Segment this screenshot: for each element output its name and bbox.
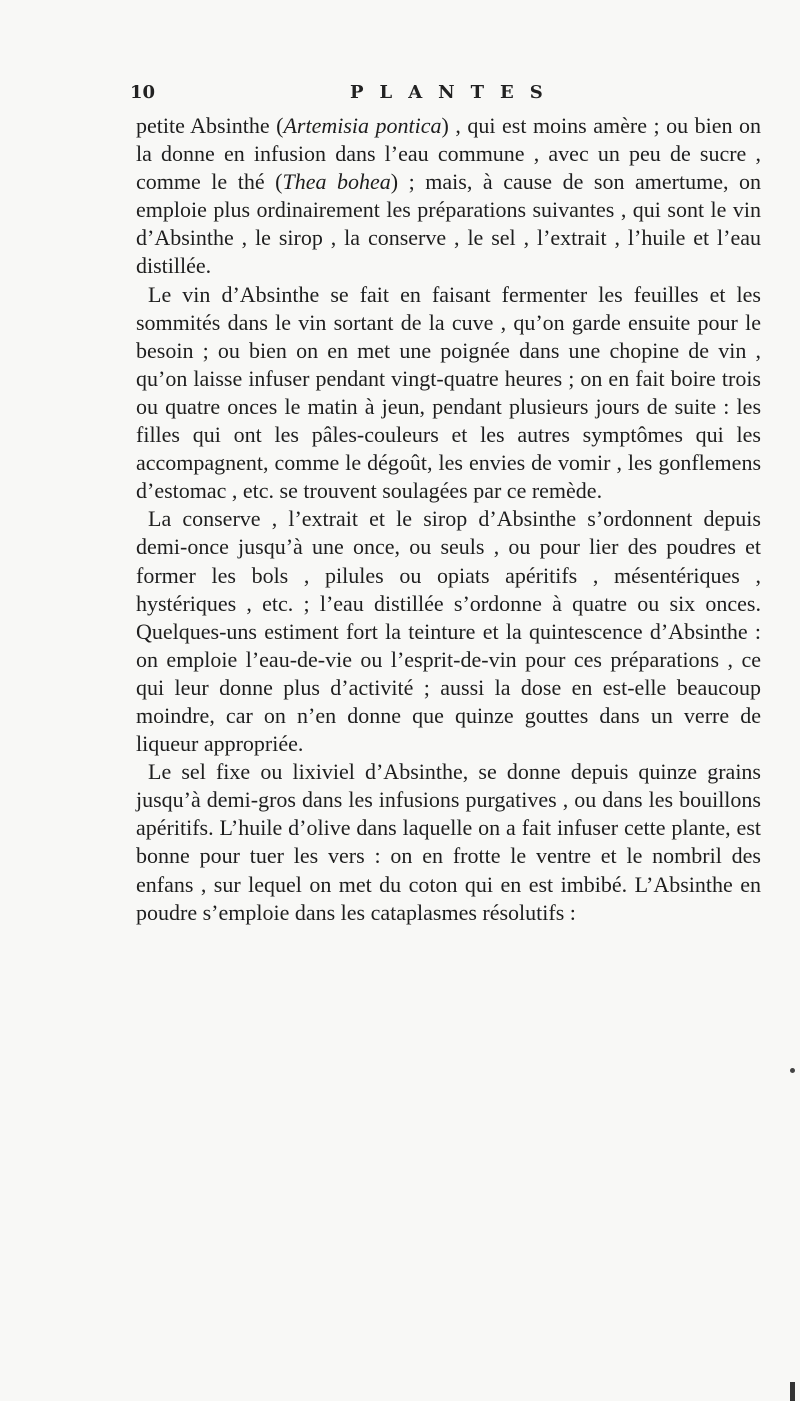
body-text: [136, 112, 761, 927]
paragraph-1: [136, 112, 761, 281]
page-edge-mark: [790, 1382, 795, 1401]
margin-dot: [790, 1068, 795, 1073]
running-head: [130, 82, 770, 106]
paragraph-1-part-b: ) , qui est moins amère ; ou bien on la donne en infusion dans l’eau commune , avec un peu de sucre , comme le thé (: [136, 113, 762, 195]
page-number: 10: [130, 82, 156, 103]
paragraph-4: Le sel fixe ou lixiviel d’Absinthe, se donne depuis quinze grains jusqu’à demi-gros dans les infusions purgatives , ou dans les bouillons apéritifs. L’huile d’olive dans laquelle on a fait infuser cette plante, est bonne pour tuer les vers : on en frotte le ventre et le nombril des enfans , sur lequel on met du coton qui en est imbibé. L’Absinthe en poudre s’emploie dans les cataplasmes résolutifs :: [136, 759, 761, 925]
paragraph-2: Le vin d’Absinthe se fait en faisant fermenter les feuilles et les sommités dans le vin sortant de la cuve , qu’on garde ensuite pour le besoin ; ou bien on en met une poignée dans une chopine de vin , qu’on laisse infuser pendant vingt-quatre heures ; on en fait boire trois ou quatre onces le matin à jeun, pendant plusieurs jours de suite : les filles qui ont les pâles-couleurs et les autres symptômes qui les accompagnent, comme le dégoût, les envies de vomir , les gonflemens d’estomac , etc. se trouvent soulagées par ce remède.: [136, 281, 761, 504]
paragraph-1-part-a: petite Absinthe (: [136, 113, 284, 138]
running-title: PLANTES: [350, 82, 559, 103]
paragraph-3: La conserve , l’extrait et le sirop d’Absinthe s’ordonnent depuis demi-once jusqu’à une once, ou seuls , ou pour lier des poudres et former les bols , pilules ou opiats apéritifs , mésentériques , hystériques , etc. ; l’eau distillée s’ordonne à quatre ou six onces. Quelques-uns estiment fort la teinture et la quintescence d’Absinthe : on emploie l’eau-de-vie ou l’esprit-de-vin pour ces préparations , ce qui leur donne plus d’activité ; aussi la dose en est-elle beaucoup moindre, car on n’en donne que quinze gouttes dans un verre de liqueur appropriée.: [136, 506, 761, 757]
latin-name-thea: Thea bohea: [282, 169, 391, 195]
latin-name-artemisia: Artemisia pontica: [283, 113, 442, 138]
paragraph-1-part-c: ) ; mais, à cause de son amertume, on emploie plus ordinairement les préparations suivantes , qui sont le vin d’Absinthe , le sirop , la conserve , le sel , l’extrait , l’huile et l’eau distillée.: [136, 169, 761, 279]
